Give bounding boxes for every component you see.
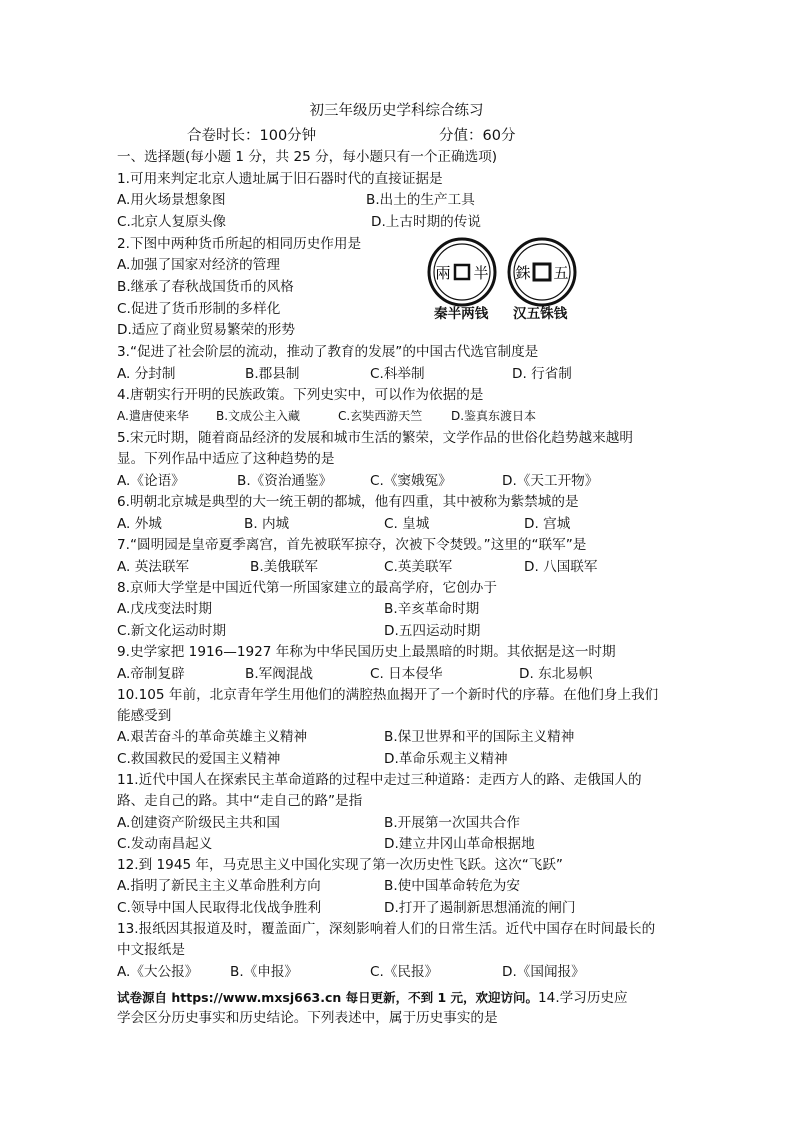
qin-banliang-coin-image — [426, 236, 498, 308]
option-c: C.发动南昌起义 — [117, 836, 213, 852]
option-b: B.文成公主入藏 — [216, 409, 301, 423]
coin-glyph-left: 銖 — [515, 264, 531, 282]
option-a: A.指明了新民主主义革命胜利方向 — [117, 878, 321, 894]
option-d: D. 八国联军 — [524, 559, 598, 575]
question-stem: 13.报纸因其报道及时，覆盖面广，深刻影响着人们的日常生活。近代中国存在时间最长的 — [117, 921, 656, 937]
question-stem: 6.明朝北京城是典型的大一统王朝的都城，他有四重，其中被称为紫禁城的是 — [117, 494, 579, 510]
question-stem: 11.近代中国人在探索民主革命道路的过程中走过三种道路：走西方人的路、走俄国人的 — [117, 772, 642, 788]
option-c: C.北京人复原头像 — [117, 214, 226, 230]
option-d: D. 行省制 — [512, 366, 572, 382]
option-d: D. 宫城 — [524, 516, 571, 532]
option-a: A. 英法联军 — [117, 559, 190, 575]
option-d: D.建立井冈山革命根据地 — [384, 836, 535, 852]
question-stem: 5.宋元时期，随着商品经济的发展和城市生活的繁荣，文学作品的世俗化趋势越来越明 — [117, 430, 633, 446]
option-d: D.打开了遏制新思想涌流的闸门 — [384, 900, 576, 916]
question-stem: 中文报纸是 — [117, 942, 185, 958]
option-a: A.艰苦奋斗的革命英雄主义精神 — [117, 729, 308, 745]
option-d: D.《天工开物》 — [502, 473, 599, 489]
question-stem: 2.下图中两种货币所起的相同历史作用是 — [117, 236, 362, 252]
question-14-stem: 学会区分历史事实和历史结论。下列表述中，属于历史事实的是 — [117, 1010, 498, 1026]
option-c: C.科举制 — [370, 366, 425, 382]
option-c: C.促进了货币形制的多样化 — [117, 301, 281, 317]
option-c: C.《窦娥冤》 — [370, 473, 452, 489]
option-d: D.《国闻报》 — [502, 964, 585, 980]
coin-caption-qin: 秦半两钱 — [434, 306, 489, 322]
option-c: C.《民报》 — [370, 964, 439, 980]
option-b: B.使中国革命转危为安 — [384, 878, 520, 894]
option-c: C.英美联军 — [384, 559, 453, 575]
option-c: C.救国救民的爱国主义精神 — [117, 751, 281, 767]
question-stem: 4.唐朝实行开明的民族政策。下列史实中，可以作为依据的是 — [117, 387, 484, 403]
section-heading: 一、选择题(每小题 1 分，共 25 分，每小题只有一个正确选项) — [117, 149, 498, 165]
option-b: B.保卫世界和平的国际主义精神 — [384, 729, 575, 745]
option-b: B.军阀混战 — [245, 666, 314, 682]
option-a: A. 分封制 — [117, 366, 176, 382]
question-stem: 路、走自己的路。其中“走自己的路”是指 — [117, 793, 363, 809]
option-c: C. 皇城 — [384, 516, 430, 532]
option-a: A.遣唐使来华 — [117, 409, 189, 423]
option-a: A.用火场景想象图 — [117, 192, 226, 208]
question-14-start: 14.学习历史应 — [538, 990, 628, 1006]
han-wuzhu-coin-image — [506, 236, 578, 308]
option-d: D.适应了商业贸易繁荣的形势 — [117, 322, 295, 338]
question-stem: 7.“圆明园是皇帝夏季离宫，首先被联军掠夺，次被下令焚毁。”这里的“联军”是 — [117, 537, 587, 553]
question-stem: 能感受到 — [117, 708, 172, 724]
exam-score: 分值：60分 — [439, 128, 516, 144]
exam-title: 初三年级历史学科综合练习 — [309, 103, 484, 119]
option-a: A.《论语》 — [117, 473, 185, 489]
question-stem: 1.可用来判定北京人遗址属于旧石器时代的直接证据是 — [117, 171, 443, 187]
option-a: A.《大公报》 — [117, 964, 199, 980]
option-d: D.上古时期的传说 — [371, 214, 481, 230]
option-d: D. 东北易帜 — [519, 666, 593, 682]
option-c: C.领导中国人民取得北伐战争胜利 — [117, 900, 322, 916]
coin-glyph-left: 兩 — [435, 264, 451, 282]
coin-glyph-right: 半 — [473, 264, 489, 282]
watermark-line — [117, 986, 628, 1006]
option-a: A. 外城 — [117, 516, 162, 532]
option-b: B.辛亥革命时期 — [384, 601, 480, 617]
exam-duration: 合卷时长：100分钟 — [187, 128, 317, 144]
option-a: A.戊戌变法时期 — [117, 601, 212, 617]
coin-caption-han: 汉五铢钱 — [513, 306, 568, 322]
question-stem: 12.到 1945 年，马克思主义中国化实现了第一次历史性飞跃。这次“飞跃” — [117, 857, 563, 873]
option-a: A.帝制复辟 — [117, 666, 185, 682]
option-b: B. 内城 — [244, 516, 290, 532]
option-d: D.革命乐观主义精神 — [384, 751, 508, 767]
option-d: D.五四运动时期 — [384, 623, 481, 639]
option-b: B.《资治通鉴》 — [237, 473, 333, 489]
option-b: B.郡县制 — [245, 366, 300, 382]
question-stem: 10.105 年前，北京青年学生用他们的满腔热血揭开了一个新时代的序幕。在他们身上我们 — [117, 687, 659, 703]
option-b: B.《申报》 — [230, 964, 299, 980]
option-a: A.创建资产阶级民主共和国 — [117, 815, 280, 831]
option-b: B.美俄联军 — [250, 559, 319, 575]
option-b: B.出土的生产工具 — [366, 192, 475, 208]
option-d: D.鉴真东渡日本 — [451, 409, 537, 423]
question-stem: 8.京师大学堂是中国近代第一所国家建立的最高学府，它创办于 — [117, 580, 497, 596]
coin-glyph-right: 五 — [553, 264, 569, 282]
question-stem: 3.“促进了社会阶层的流动，推动了教育的发展”的中国古代选官制度是 — [117, 344, 539, 360]
question-stem: 显。下列作品中适应了这种趋势的是 — [117, 451, 335, 467]
option-c: C. 日本侵华 — [370, 666, 443, 682]
option-b: B.继承了春秋战国货币的风格 — [117, 279, 294, 295]
option-a: A.加强了国家对经济的管理 — [117, 257, 280, 273]
option-c: C.玄奘西游天竺 — [338, 409, 423, 423]
option-b: B.开展第一次国共合作 — [384, 815, 520, 831]
option-c: C.新文化运动时期 — [117, 623, 226, 639]
watermark-text: 试卷源自 https://www.mxsj663.cn 每日更新，不到 1 元，欢迎访问。 — [117, 990, 539, 1005]
question-stem: 9.史学家把 1916—1927 年称为中华民国历史上最黑暗的时期。其依据是这一时期 — [117, 644, 616, 660]
